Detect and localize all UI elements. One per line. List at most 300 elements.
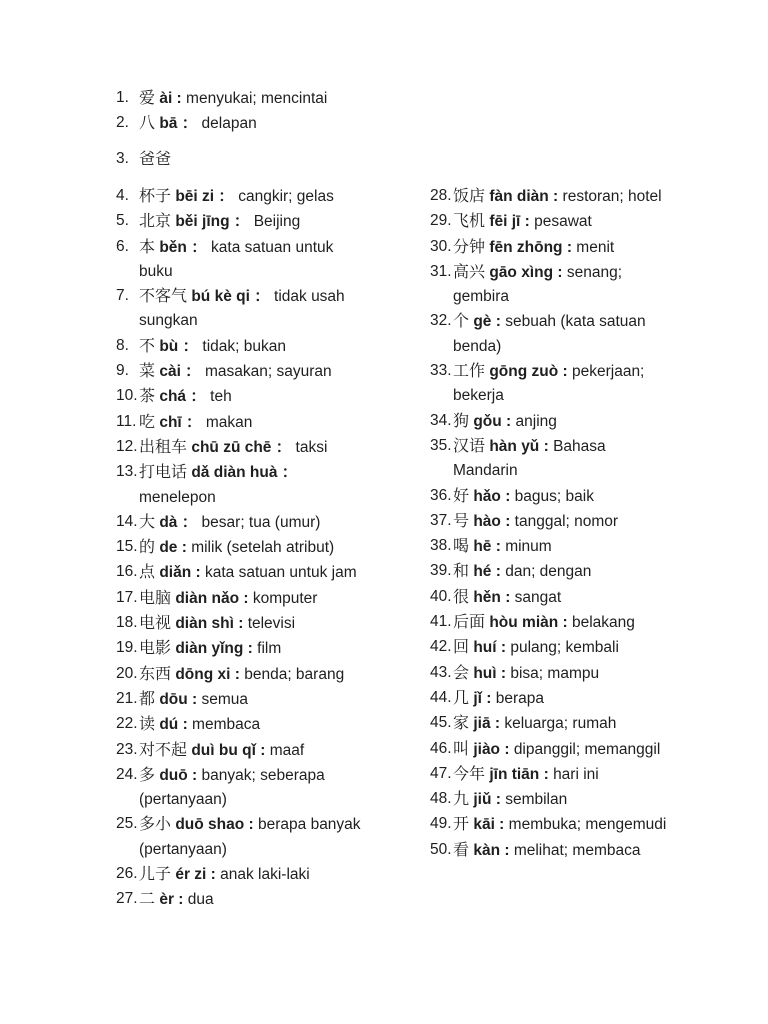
meaning: komputer <box>252 589 318 607</box>
pinyin: cài ： <box>159 363 201 381</box>
entry-body <box>116 235 366 285</box>
pinyin: jiào : <box>473 740 510 758</box>
hanzi-word: 茶 <box>139 386 156 406</box>
entry-number: 29. <box>430 212 452 230</box>
vocab-entry <box>430 737 670 762</box>
entry-body <box>116 384 366 409</box>
vocabulary-list-left-column <box>116 184 366 913</box>
pinyin: hào : <box>473 512 511 530</box>
entry-number: 9. <box>116 362 129 380</box>
vocab-entry <box>116 435 366 460</box>
entry-body <box>430 559 670 584</box>
pinyin: ài : <box>159 90 182 107</box>
vocab-entry <box>116 887 366 912</box>
hanzi-word: 喝 <box>453 536 470 556</box>
entry-number: 39. <box>430 562 452 580</box>
entry-number: 31. <box>430 262 452 280</box>
entry-body <box>116 812 366 862</box>
entry-number: 49. <box>430 815 452 833</box>
vocab-entry <box>116 535 366 560</box>
hanzi-word: 开 <box>453 814 470 834</box>
entry-body <box>116 636 366 661</box>
entry-body <box>116 662 366 687</box>
pinyin: jǐ : <box>473 689 492 707</box>
pinyin: diǎn : <box>159 564 201 582</box>
vocab-entry <box>116 687 366 712</box>
hanzi-word: 个 <box>453 311 470 331</box>
hanzi-word: 汉语 <box>453 435 486 455</box>
vocab-entry <box>116 510 366 535</box>
entry-body <box>116 510 366 535</box>
meaning: berapa banyak (pertanyaan) <box>139 816 361 858</box>
meaning: dua <box>187 891 214 909</box>
entry-number: 5. <box>116 212 129 230</box>
entry-body <box>430 661 670 686</box>
entry-number: 26. <box>116 865 138 883</box>
entry-number: 34. <box>430 411 452 429</box>
meaning: sebuah (kata satuan benda) <box>453 313 646 355</box>
pinyin: dōng xi : <box>175 665 240 683</box>
vocab-entry <box>116 384 366 409</box>
vocab-entry <box>430 661 670 686</box>
pinyin: fàn diàn : <box>489 188 559 205</box>
pinyin: diàn yǐng : <box>175 640 253 658</box>
hanzi-word: 分钟 <box>453 236 486 256</box>
vocab-entry <box>116 611 366 636</box>
entry-number: 10. <box>116 387 138 405</box>
hanzi-word: 家 <box>453 713 470 733</box>
hanzi-word: 大 <box>139 511 156 531</box>
meaning: menit <box>576 238 615 256</box>
entry-body <box>116 862 366 887</box>
hanzi-word: 都 <box>139 688 156 708</box>
vocab-entry <box>116 111 436 136</box>
entry-body <box>116 184 366 209</box>
entry-body <box>116 687 366 712</box>
pinyin: jiǔ : <box>473 791 501 809</box>
pinyin: kàn : <box>473 841 510 859</box>
meaning: televisi <box>247 615 296 633</box>
meaning: dan; dengan <box>505 563 592 581</box>
entry-body <box>116 712 366 737</box>
pinyin: fēn zhōng : <box>489 238 572 256</box>
vocab-entry <box>430 235 670 260</box>
pinyin: jīn tiān : <box>489 765 549 783</box>
entry-number: 21. <box>116 689 138 707</box>
entry-body <box>430 686 670 711</box>
entry-body <box>116 334 366 359</box>
meaning: milik (setelah atribut) <box>191 539 335 557</box>
meaning: Beijing <box>253 213 301 231</box>
vocab-entry <box>116 586 366 611</box>
pinyin: gōng zuò : <box>489 363 568 381</box>
entry-number: 17. <box>116 588 138 606</box>
pinyin: de : <box>159 539 187 557</box>
hanzi-word: 吃 <box>139 411 156 431</box>
entry-body <box>116 284 366 334</box>
pinyin: duō shao : <box>175 816 254 834</box>
entry-number: 22. <box>116 715 138 733</box>
entry-number: 45. <box>430 714 452 732</box>
meaning: membuka; mengemudi <box>508 816 667 834</box>
hanzi-word: 对不起 <box>139 739 188 759</box>
hanzi-word: 会 <box>453 662 470 682</box>
vocab-entry <box>430 635 670 660</box>
entry-body <box>430 309 670 359</box>
vocab-entry <box>116 184 366 209</box>
entry-number: 38. <box>430 537 452 555</box>
entry-body <box>430 359 670 409</box>
entry-number: 12. <box>116 437 138 455</box>
pinyin: kāi : <box>473 816 505 834</box>
vocab-entry <box>430 812 670 837</box>
meaning: pesawat <box>534 213 592 231</box>
entry-body <box>116 738 366 763</box>
meaning: sangat <box>514 588 562 606</box>
entry-number: 50. <box>430 840 452 858</box>
entry-body <box>116 410 366 435</box>
hanzi-word: 杯子 <box>139 186 172 205</box>
entry-number: 2. <box>116 113 129 131</box>
hanzi-word: 爱 <box>139 88 156 107</box>
entry-number: 44. <box>430 688 452 706</box>
pinyin: dú : <box>159 716 188 734</box>
pinyin: duō : <box>159 766 198 784</box>
vocab-entry <box>430 534 670 559</box>
meaning: pulang; kembali <box>510 639 619 657</box>
entry-body <box>430 585 670 610</box>
entry-body <box>430 534 670 559</box>
entry-number: 11. <box>116 412 137 430</box>
vocab-entry <box>116 86 436 111</box>
meaning: kata satuan untuk buku <box>139 238 334 280</box>
hanzi-word: 号 <box>453 510 470 530</box>
entry-number: 27. <box>116 890 138 908</box>
pinyin: bù ： <box>159 337 199 355</box>
pinyin: duì bu qǐ : <box>191 741 266 759</box>
pinyin: chū zū chē ： <box>191 438 292 456</box>
entry-body <box>430 184 670 209</box>
hanzi-word: 爸爸 <box>139 149 172 168</box>
pinyin: dōu : <box>159 690 198 708</box>
meaning: sembilan <box>505 791 568 809</box>
entry-body <box>430 737 670 762</box>
meaning: bagus; baik <box>514 487 594 505</box>
meaning: belakang <box>572 614 635 632</box>
entry-number: 28. <box>430 187 452 204</box>
meaning: delapan <box>201 114 257 132</box>
entry-number: 37. <box>430 511 452 529</box>
pinyin: fēi jī : <box>489 213 530 231</box>
entry-body <box>116 435 366 460</box>
entry-body <box>430 610 670 635</box>
hanzi-word: 儿子 <box>139 864 172 884</box>
vocab-entry <box>116 410 366 435</box>
meaning: besar; tua (umur) <box>201 513 321 531</box>
entry-number: 43. <box>430 663 452 681</box>
entry-body <box>430 812 670 837</box>
pinyin: huí : <box>473 639 507 657</box>
entry-body <box>430 484 670 509</box>
entry-body <box>430 434 670 484</box>
hanzi-word: 和 <box>453 561 470 581</box>
entry-number: 15. <box>116 538 138 556</box>
meaning: senang; gembira <box>453 263 623 306</box>
meaning: maaf <box>269 741 305 759</box>
hanzi-word: 本 <box>139 236 156 256</box>
entry-body <box>116 611 366 636</box>
vocab-entry <box>430 762 670 787</box>
hanzi-word: 多 <box>139 764 156 784</box>
hanzi-word: 不客气 <box>139 286 188 306</box>
entry-number: 1. <box>116 89 129 106</box>
entry-body <box>116 359 366 384</box>
meaning: pekerjaan; bekerja <box>453 363 645 405</box>
hanzi-word: 点 <box>139 562 156 582</box>
pinyin: ér zi : <box>175 866 216 884</box>
entry-number: 8. <box>116 336 129 354</box>
meaning: keluarga; rumah <box>504 715 617 733</box>
entry-body <box>430 838 670 863</box>
vocab-entry <box>430 359 670 409</box>
meaning: tidak usah sungkan <box>139 288 345 330</box>
meaning: anjing <box>515 412 557 430</box>
meaning: semua <box>201 690 249 708</box>
entry-body <box>430 635 670 660</box>
entry-body <box>116 586 366 611</box>
meaning: bisa; mampu <box>510 664 600 682</box>
pinyin: gǒu : <box>473 412 512 430</box>
vocab-entry <box>430 787 670 812</box>
vocab-entry <box>430 559 670 584</box>
vocab-entry <box>430 434 670 484</box>
meaning: kata satuan untuk jam <box>204 564 357 582</box>
vocab-entry <box>116 662 366 687</box>
meaning: berapa <box>495 689 544 707</box>
vocabulary-list-right-column <box>430 184 670 863</box>
entry-body <box>116 535 366 560</box>
hanzi-word: 多小 <box>139 814 172 834</box>
hanzi-word: 菜 <box>139 361 156 381</box>
vocab-entry <box>116 636 366 661</box>
entry-number: 42. <box>430 638 452 656</box>
pinyin: hòu miàn : <box>489 614 568 632</box>
vocab-entry <box>430 585 670 610</box>
entry-number: 30. <box>430 237 452 255</box>
entry-body <box>116 147 436 172</box>
meaning: tanggal; nomor <box>514 512 619 530</box>
hanzi-word: 的 <box>139 537 156 557</box>
entry-body <box>430 762 670 787</box>
pinyin: bēi zi ： <box>175 188 234 205</box>
pinyin: dà ： <box>159 513 198 531</box>
entry-body <box>430 509 670 534</box>
entry-body <box>430 235 670 260</box>
hanzi-word: 高兴 <box>453 261 486 281</box>
hanzi-word: 飞机 <box>453 211 486 231</box>
vocabulary-list-top <box>116 86 436 172</box>
entry-number: 18. <box>116 614 138 632</box>
vocab-entry <box>430 309 670 359</box>
entry-body <box>430 209 670 234</box>
meaning: menelepon <box>139 488 216 506</box>
entry-body <box>116 460 366 510</box>
entry-body <box>430 260 670 310</box>
hanzi-word: 几 <box>453 687 470 707</box>
vocab-entry <box>116 738 366 763</box>
meaning: teh <box>210 388 232 406</box>
pinyin: hǎo : <box>473 487 511 505</box>
vocab-entry <box>430 484 670 509</box>
hanzi-word: 看 <box>453 839 470 859</box>
hanzi-word: 电视 <box>139 613 172 633</box>
vocab-entry <box>430 610 670 635</box>
hanzi-word: 饭店 <box>453 186 486 205</box>
entry-number: 16. <box>116 563 138 581</box>
meaning: banyak; seberapa (pertanyaan) <box>139 766 325 809</box>
meaning: anak laki-laki <box>220 866 310 884</box>
entry-number: 24. <box>116 765 138 783</box>
hanzi-word: 不 <box>139 335 156 355</box>
vocab-entry <box>430 184 670 209</box>
vocab-entry <box>116 712 366 737</box>
entry-number: 41. <box>430 613 452 631</box>
hanzi-word: 回 <box>453 637 470 657</box>
vocab-entry <box>116 763 366 813</box>
vocab-entry <box>116 147 436 172</box>
pinyin: hē : <box>473 538 501 556</box>
meaning: dipanggil; memanggil <box>513 740 661 758</box>
pinyin: hàn yǔ : <box>489 437 549 455</box>
entry-number: 6. <box>116 237 129 255</box>
vocab-entry <box>116 812 366 862</box>
hanzi-word: 八 <box>139 112 156 132</box>
hanzi-word: 狗 <box>453 410 470 430</box>
vocab-entry <box>116 359 366 384</box>
pinyin: chá ： <box>159 388 206 406</box>
hanzi-word: 东西 <box>139 663 172 683</box>
entry-body <box>116 209 366 234</box>
entry-number: 20. <box>116 664 138 682</box>
pinyin: bú kè qi ： <box>191 288 270 306</box>
vocab-entry <box>430 209 670 234</box>
hanzi-word: 今年 <box>453 763 486 783</box>
meaning: hari ini <box>553 765 599 783</box>
entry-number: 19. <box>116 639 138 657</box>
meaning: film <box>257 640 282 658</box>
vocab-entry <box>116 560 366 585</box>
entry-body <box>116 560 366 585</box>
pinyin: dǎ diàn huà ： <box>191 464 298 482</box>
hanzi-word: 北京 <box>139 211 172 231</box>
pinyin: běn ： <box>159 238 207 256</box>
hanzi-word: 很 <box>453 586 470 606</box>
meaning: menyukai; mencintai <box>186 90 328 107</box>
pinyin: gāo xìng : <box>489 263 563 281</box>
pinyin: bā ： <box>159 114 198 132</box>
entry-number: 35. <box>430 436 452 454</box>
meaning: minum <box>505 538 552 556</box>
vocab-entry <box>430 838 670 863</box>
pinyin: diàn nǎo : <box>175 589 249 607</box>
hanzi-word: 叫 <box>453 738 470 758</box>
meaning: makan <box>205 413 253 431</box>
entry-body <box>116 86 436 111</box>
pinyin: jiā : <box>473 715 501 733</box>
hanzi-word: 二 <box>139 889 156 909</box>
hanzi-word: 打电话 <box>139 462 188 482</box>
entry-number: 3. <box>116 150 129 167</box>
vocab-entry <box>430 686 670 711</box>
pinyin: hé : <box>473 563 501 581</box>
meaning: taksi <box>295 438 328 456</box>
meaning: benda; barang <box>244 665 345 683</box>
hanzi-word: 出租车 <box>139 436 188 456</box>
vocab-entry <box>430 509 670 534</box>
entry-body <box>430 787 670 812</box>
hanzi-word: 九 <box>453 789 470 809</box>
entry-number: 33. <box>430 362 452 380</box>
entry-number: 36. <box>430 486 452 504</box>
vocab-entry <box>116 334 366 359</box>
entry-number: 48. <box>430 790 452 808</box>
meaning: melihat; membaca <box>513 841 641 859</box>
vocab-entry <box>116 862 366 887</box>
hanzi-word: 电脑 <box>139 587 172 607</box>
meaning: membaca <box>192 716 261 734</box>
hanzi-word: 读 <box>139 714 156 734</box>
meaning: cangkir; gelas <box>238 188 334 205</box>
entry-body <box>430 409 670 434</box>
pinyin: chī ： <box>159 413 202 431</box>
entry-number: 4. <box>116 187 129 204</box>
entry-body <box>116 887 366 912</box>
entry-number: 23. <box>116 740 138 758</box>
hanzi-word: 后面 <box>453 612 486 632</box>
hanzi-word: 工作 <box>453 361 486 381</box>
vocab-entry <box>430 711 670 736</box>
vocab-entry <box>430 409 670 434</box>
pinyin: hěn : <box>473 588 511 606</box>
entry-number: 47. <box>430 764 452 782</box>
vocab-entry <box>116 209 366 234</box>
meaning: masakan; sayuran <box>205 363 332 381</box>
entry-number: 25. <box>116 815 138 833</box>
entry-body <box>116 111 436 136</box>
vocab-entry <box>116 235 366 285</box>
meaning: Bahasa Mandarin <box>453 437 606 480</box>
hanzi-word: 电影 <box>139 638 172 658</box>
entry-number: 40. <box>430 587 452 605</box>
pinyin: běi jīng ： <box>175 213 250 231</box>
pinyin: èr : <box>159 891 184 909</box>
entry-number: 13. <box>116 463 138 481</box>
entry-number: 7. <box>116 287 129 305</box>
pinyin: gè : <box>473 313 501 331</box>
entry-body <box>116 763 366 813</box>
hanzi-word: 好 <box>453 485 470 505</box>
meaning: restoran; hotel <box>562 188 662 205</box>
entry-number: 32. <box>430 312 452 330</box>
entry-number: 14. <box>116 512 138 530</box>
pinyin: huì : <box>473 664 507 682</box>
entry-number: 46. <box>430 739 452 757</box>
meaning: tidak; bukan <box>202 337 286 355</box>
vocab-entry <box>430 260 670 310</box>
entry-body <box>430 711 670 736</box>
vocab-entry <box>116 460 366 510</box>
pinyin: diàn shì : <box>175 615 244 633</box>
